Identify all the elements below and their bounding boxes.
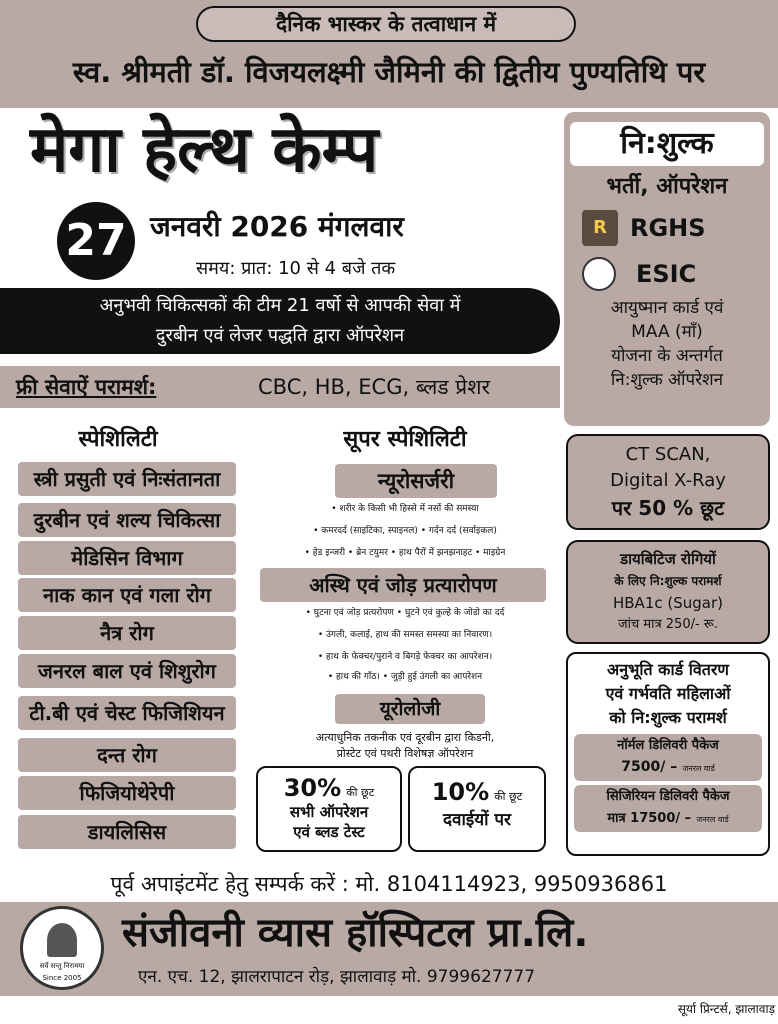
diabetes-title: डायबिटिज रोगियों — [620, 550, 716, 568]
free-title: नि:शुल्क — [570, 122, 764, 166]
speciality-item: स्त्री प्रसुती एवं निःसंतानता — [18, 462, 236, 496]
cesar-ward: जनरल वार्ड — [696, 815, 729, 824]
discount-pct-row — [410, 778, 544, 806]
free-line2: MAA (माँ) — [631, 322, 703, 342]
discount-line2: एवं ब्लड टेस्ट — [293, 823, 365, 841]
esic-logo-icon — [582, 257, 616, 291]
ortho-line: • उंगली, कलाई, हाथ की समस्त समस्या का निवारण। — [317, 630, 493, 640]
normal-price-row — [574, 756, 762, 779]
cesar-title: सिजिरियन डिलिवरी पैकेज — [606, 789, 730, 804]
header-top-line: दैनिक भास्कर के तत्वाधान में — [196, 6, 576, 42]
date-text: जनवरी 2026 मंगलवार — [150, 210, 404, 243]
discount-suffix: की छूट — [494, 790, 523, 803]
experience-banner — [0, 288, 560, 354]
discount-suffix: की छूट — [346, 786, 375, 799]
speciality-item: मेडिसिन विभाग — [18, 541, 236, 575]
discount-pct-row — [258, 774, 400, 802]
contact-line: पूर्व अपाइंटमेंट हेतु सम्पर्क करें : मो. 8104114923, 9950936861 — [110, 872, 668, 896]
discount-line1: सभी ऑपरेशन — [289, 803, 369, 821]
cesarean-package — [574, 785, 762, 832]
printer-credit: सूर्या प्रिन्टर्स, झालावाड़ — [677, 1002, 775, 1016]
logo-motto: सर्वे सन्तु निरामया — [39, 962, 85, 970]
speciality-heading: स्पेशिलिटी — [78, 427, 158, 452]
normal-ward: जनरल वार्ड — [682, 764, 715, 773]
discount-box-medicines — [408, 766, 546, 852]
diabetes-line3: HBA1c (Sugar) — [612, 594, 723, 612]
speciality-item: नैत्र रोग — [18, 616, 236, 650]
uro-title: यूरोलोजी — [335, 694, 485, 724]
speciality-item: दन्त रोग — [18, 738, 236, 772]
ortho-title: अस्थि एवं जोड़ प्रत्यारोपण — [260, 568, 546, 602]
discount-pct: 10% — [431, 778, 490, 806]
header-subtitle: स्व. श्रीमती डॉ. विजयलक्ष्मी जैमिनी की द्वितीय पुण्यतिथि पर — [72, 55, 706, 89]
ct-line1: CT SCAN, — [625, 444, 711, 465]
rghs-label: RGHS — [630, 214, 706, 242]
leaf-icon — [47, 923, 77, 957]
cesar-price-row — [574, 807, 762, 830]
diabetes-line4: जांच मात्र 250/- रू. — [617, 617, 719, 632]
speciality-item: जनरल बाल एवं शिशुरोग — [18, 654, 236, 688]
discount-box-operations — [256, 766, 402, 852]
anubhuti-line2: एवं गर्भवति महिलाओं — [605, 684, 731, 703]
free-line4: नि:शुल्क ऑपरेशन — [610, 370, 724, 390]
speciality-item: दुरबीन एवं शल्य चिकित्सा — [18, 503, 236, 537]
discount-pct: 30% — [283, 774, 342, 802]
esic-row — [582, 252, 770, 296]
speciality-item: फिजियोथेरेपी — [18, 776, 236, 810]
esic-label: ESIC — [636, 260, 697, 288]
ct-box — [566, 434, 770, 530]
free-line3: योजना के अन्तर्गत — [611, 346, 723, 366]
time-text: समय: प्रात: 10 से 4 बजे तक — [196, 258, 396, 279]
camp-title: मेगा हेल्थ केम्प — [30, 113, 379, 187]
ortho-line: • हाथ के फेक्चर/पुराने व बिगड़े फेक्चर का आपरेशन। — [317, 652, 493, 662]
neuro-line: • हेड इन्जरी • ब्रेन टयुमर • हाथ पैरों में झनझनाहट • माइग्रेन — [304, 548, 506, 558]
free-services-items: CBC, HB, ECG, ब्लड प्रेशर — [258, 375, 491, 399]
ct-line3: पर 50 % छूट — [611, 496, 725, 520]
discount-line1: दवाईयों पर — [442, 810, 512, 830]
normal-package — [574, 734, 762, 781]
free-line1: आयुष्मान कार्ड एवं — [610, 298, 724, 318]
cesar-price: मात्र 17500/ – — [607, 811, 692, 826]
super-heading: सूपर स्पेशिलिटी — [343, 427, 467, 452]
rghs-logo-icon: R — [582, 210, 618, 246]
ortho-line: • हाथ की गाँठ। • जुड़ी हुई उंगली का आपरेशन — [327, 672, 483, 682]
diabetes-box — [566, 540, 770, 644]
anubhuti-line3: को नि:शुल्क परामर्श — [609, 708, 727, 727]
uro-line2: प्रोस्टेट एवं पथरी विशेषज्ञ ऑपरेशन — [336, 747, 474, 760]
banner-line2: दुरबीन एवं लेजर पद्धति द्वारा ऑपरेशन — [155, 325, 405, 346]
uro-line1: अत्याधुनिक तकनीक एवं दूरबीन द्वारा किडनी, — [315, 731, 495, 744]
hospital-logo — [20, 906, 104, 990]
anubhuti-box — [566, 652, 770, 856]
free-box — [564, 112, 770, 426]
ct-line2: Digital X-Ray — [610, 470, 726, 491]
speciality-item: डायलिसिस — [18, 815, 236, 849]
hospital-address: एन. एच. 12, झालरापाटन रोड़, झालावाड़ मो. 9799627777 — [138, 967, 536, 987]
neuro-title: न्यूरोसर्जरी — [335, 464, 497, 498]
rghs-row — [582, 204, 770, 252]
neuro-line: • कमरदर्द (साइटिका, स्पाइनल) • गर्दन दर्द (सर्वाइकल) — [313, 526, 497, 536]
ortho-line: • घुटना एवं जोड़ प्रत्यरोपण • घुटने एवं कुल्हे के जोडो का दर्द — [305, 608, 505, 618]
free-services-label: फ्री सेवाऐं परामर्श: — [16, 375, 157, 399]
neuro-line: • शरीर के किसी भी हिस्से में नसों की समस्या — [331, 504, 479, 514]
free-subtitle: भर्ती, ऑपरेशन — [606, 174, 728, 199]
hospital-name: संजीवनी व्यास हॉस्पिटल प्रा.लि. — [122, 910, 589, 956]
day-circle: 27 — [57, 202, 135, 280]
normal-title: नॉर्मल डिलिवरी पैकेज — [617, 738, 719, 753]
speciality-item: टी.बी एवं चेस्ट फिजिशियन — [18, 696, 236, 730]
banner-line1: अनुभवी चिकित्सकों की टीम 21 वर्षो से आपकी सेवा में — [99, 295, 461, 316]
speciality-item: नाक कान एवं गला रोग — [18, 578, 236, 612]
logo-since: Since 2005 — [42, 974, 82, 982]
normal-price: 7500/ – — [621, 759, 678, 775]
anubhuti-line1: अनुभूति कार्ड वितरण — [606, 660, 730, 679]
diabetes-line2: के लिए नि:शुल्क परामर्श — [614, 574, 722, 588]
